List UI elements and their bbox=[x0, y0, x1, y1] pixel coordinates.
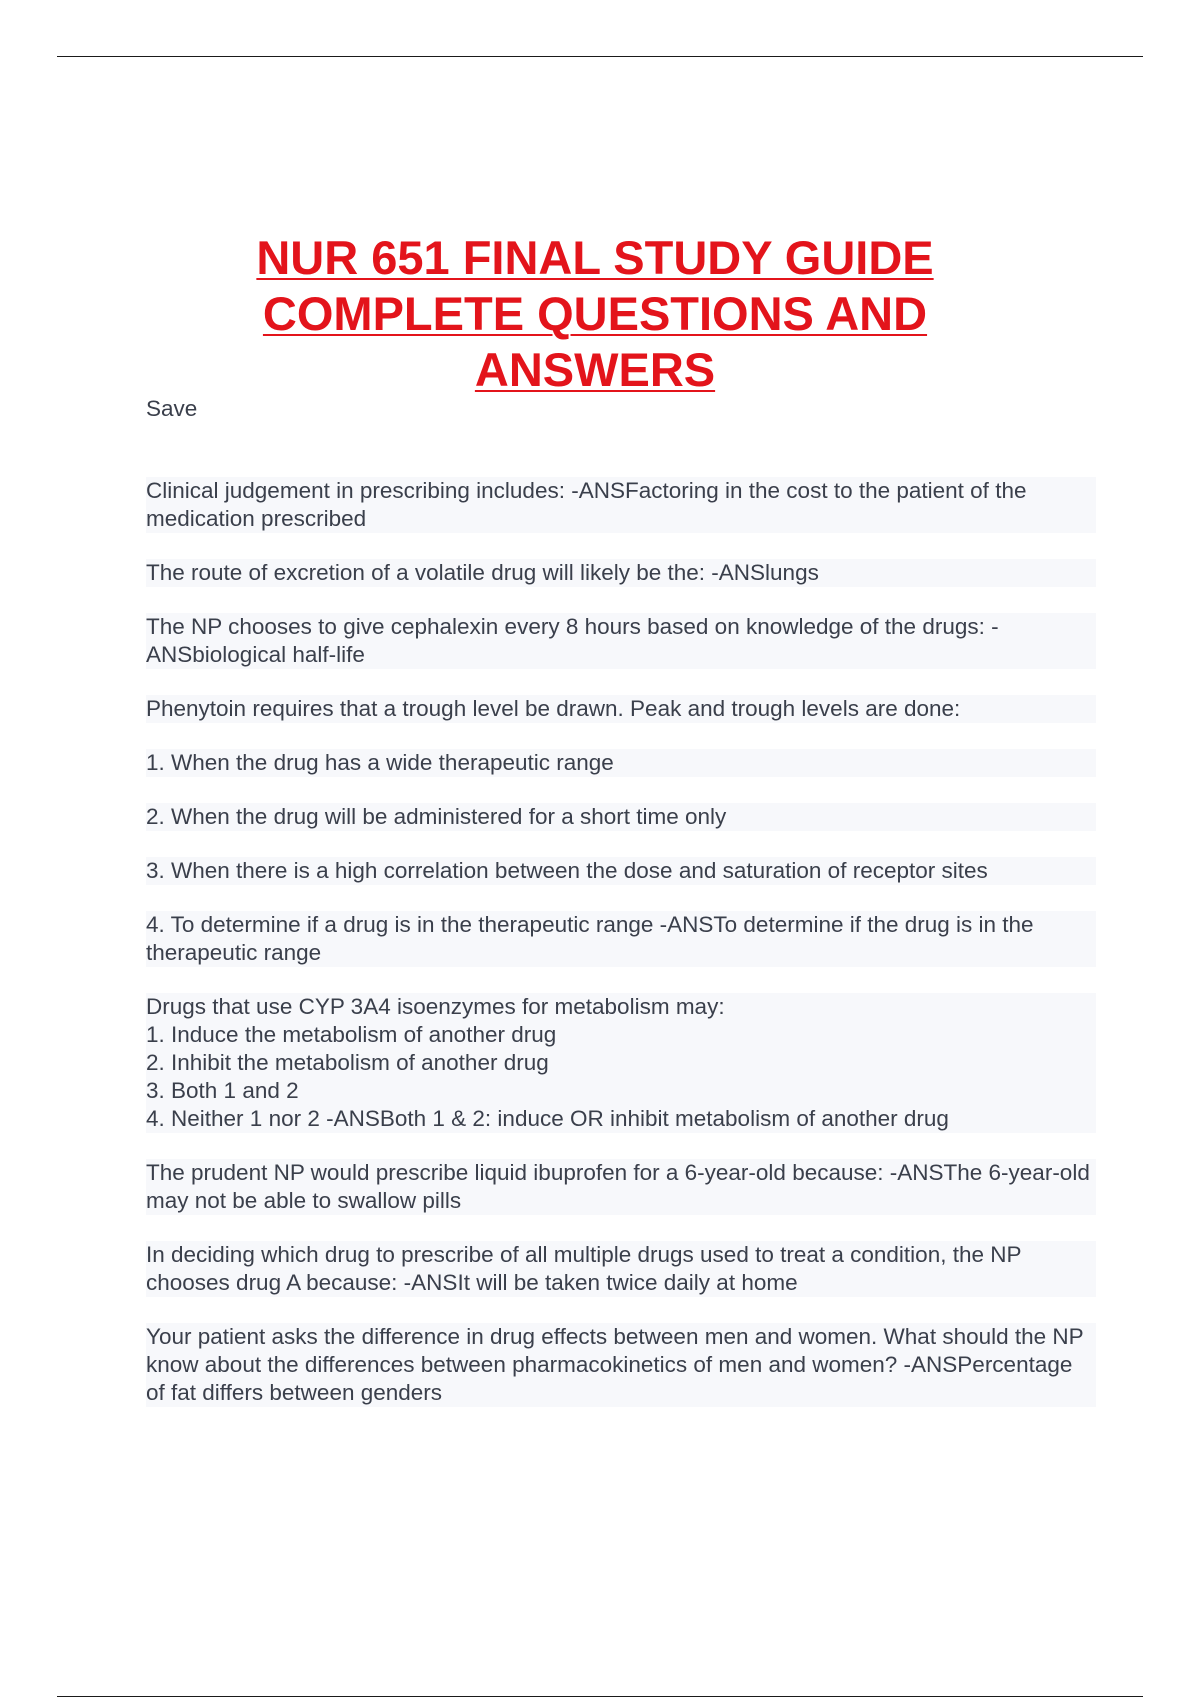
qa-paragraph: The NP chooses to give cephalexin every 8 hours based on knowledge of the drugs: -ANSbiological half-life bbox=[146, 613, 1096, 669]
title-line: COMPLETE QUESTIONS AND bbox=[262, 287, 928, 340]
qa-option: 1. When the drug has a wide therapeutic range bbox=[146, 749, 1096, 777]
bottom-rule bbox=[57, 1696, 1143, 1697]
qa-paragraph: Your patient asks the difference in drug effects between men and women. What should the NP know about the differences between pharmacokinetics of men and women? -ANSPercentage of fat differs between genders bbox=[146, 1323, 1096, 1407]
cyp-question-block bbox=[146, 993, 1096, 1133]
top-rule bbox=[57, 56, 1143, 57]
title-line: NUR 651 FINAL STUDY GUIDE bbox=[256, 231, 934, 284]
qa-paragraph: Phenytoin requires that a trough level be drawn. Peak and trough levels are done: bbox=[146, 695, 1096, 723]
qa-option: 2. When the drug will be administered for a short time only bbox=[146, 803, 1096, 831]
document-body bbox=[146, 395, 1096, 1433]
save-label: Save bbox=[146, 396, 198, 421]
qa-option: 3. When there is a high correlation between the dose and saturation of receptor sites bbox=[146, 857, 1096, 885]
qa-paragraph: Clinical judgement in prescribing includes: -ANSFactoring in the cost to the patient of the medication prescribed bbox=[146, 477, 1096, 533]
qa-line: 4. Neither 1 nor 2 -ANSBoth 1 & 2: induce OR inhibit metabolism of another drug bbox=[146, 1105, 1096, 1133]
qa-line: 3. Both 1 and 2 bbox=[146, 1077, 1096, 1105]
qa-line: 2. Inhibit the metabolism of another drug bbox=[146, 1049, 1096, 1077]
qa-paragraph: The route of excretion of a volatile drug will likely be the: -ANSlungs bbox=[146, 559, 1096, 587]
qa-option: 4. To determine if a drug is in the therapeutic range -ANSTo determine if the drug is in the therapeutic range bbox=[146, 911, 1096, 967]
qa-paragraph: The prudent NP would prescribe liquid ibuprofen for a 6-year-old because: -ANSThe 6-year-old may not be able to swallow pills bbox=[146, 1159, 1096, 1215]
qa-line: Drugs that use CYP 3A4 isoenzymes for metabolism may: bbox=[146, 993, 1096, 1021]
qa-line: 1. Induce the metabolism of another drug bbox=[146, 1021, 1096, 1049]
document-title bbox=[145, 230, 1045, 398]
qa-paragraph: In deciding which drug to prescribe of all multiple drugs used to treat a condition, the NP chooses drug A because: -ANSIt will be taken twice daily at home bbox=[146, 1241, 1096, 1297]
title-line: ANSWERS bbox=[474, 343, 716, 396]
